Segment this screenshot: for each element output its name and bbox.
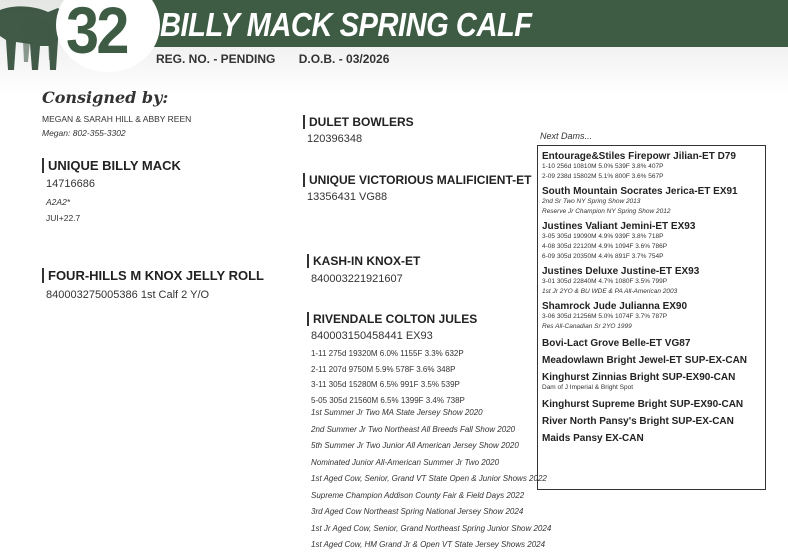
next-dam-item <box>542 266 747 297</box>
dam-reg: 840003275005386 1st Calf 2 Y/O <box>46 289 210 301</box>
next-dam-record: 1-10 256d 10810M 5.0% 539F 3.8% 407P <box>542 163 664 170</box>
next-dam-name: Justines Deluxe Justine-ET EX93 <box>542 266 700 277</box>
next-dam-name: Bovi-Lact Grove Belle-ET VG87 <box>542 338 691 349</box>
next-dams-box <box>537 145 766 490</box>
sire-name: UNIQUE BILLY MACK <box>48 158 181 173</box>
dam-dam-block <box>307 312 477 326</box>
dam-dam-records <box>311 346 465 408</box>
show-honor: 1st Jr Aged Cow, Senior, Grand Northeast Spring Junior Show 2024 <box>311 523 552 533</box>
next-dams-heading: Next Dams... <box>540 131 593 141</box>
consignor-phone: Megan: 802-355-3302 <box>42 128 126 138</box>
lot-number: 32 <box>66 0 127 67</box>
next-dams-list <box>542 151 747 444</box>
production-record: 2-11 207d 9750M 5.9% 578F 3.6% 348P <box>311 364 456 374</box>
next-dam-record: 3-01 305d 22840M 4.7% 1080F 3.5% 799P <box>542 278 668 285</box>
dam-sire-name: KASH-IN KNOX-ET <box>313 254 421 268</box>
sire-dam-block <box>303 173 531 187</box>
sire-block <box>42 158 181 173</box>
show-honor: 2nd Summer Jr Two Northeast All Breeds Fall Show 2020 <box>311 424 516 434</box>
next-dam-name: Justines Valiant Jemini-ET EX93 <box>542 221 696 232</box>
production-record: 3-11 305d 15280M 6.5% 991F 3.5% 539P <box>311 380 460 389</box>
production-record: 5-05 305d 21560M 6.5% 1399F 3.4% 738P <box>311 395 465 405</box>
next-dam-record: 3-06 305d 21256M 5.0% 1074F 3.7% 787P <box>542 313 668 320</box>
next-dam-name: River North Pansy's Bright SUP-EX-CAN <box>542 416 734 427</box>
next-dam-name: Kinghurst Supreme Bright SUP-EX90-CAN <box>542 399 744 410</box>
next-dam-name: South Mountain Socrates Jerica-ET EX91 <box>542 186 738 197</box>
next-dam-name: Maids Pansy EX-CAN <box>542 433 644 444</box>
next-dam-name: Kinghurst Zinnias Bright SUP-EX90-CAN <box>542 372 736 383</box>
next-dam-item <box>542 221 747 262</box>
next-dam-name: Meadowlawn Bright Jewel-ET SUP-EX-CAN <box>542 355 748 366</box>
dam-name: FOUR-HILLS M KNOX JELLY ROLL <box>48 268 264 283</box>
sire-sire-name: DULET BOWLERS <box>309 115 414 129</box>
dam-sire-reg: 840003221921607 <box>311 273 403 285</box>
next-dam-record: 3-05 305d 19090M 4.9% 939F 3.8% 718P <box>542 233 664 240</box>
next-dam-honor: Reserve Jr Champion NY Spring Show 2012 <box>542 208 671 215</box>
dam-dam-name: RIVENDALE COLTON JULES <box>313 312 478 326</box>
registration-info <box>156 52 409 66</box>
page-title: BILLY MACK SPRING CALF <box>160 6 532 43</box>
show-honor: 1st Summer Jr Two MA State Jersey Show 2020 <box>311 408 483 417</box>
next-dam-honor: Res All-Canadian Sr 2YO 1999 <box>542 323 632 330</box>
show-honor: 3rd Aged Cow Northeast Spring National Jersey Show 2024 <box>311 507 524 516</box>
show-honor: Nominated Junior All-American Summer Jr Two 2020 <box>311 457 500 467</box>
sire-gene: A2A2* <box>46 197 71 207</box>
production-record: 1-11 275d 19320M 6.0% 1155F 3.3% 632P <box>311 349 464 358</box>
show-honor: Supreme Champion Addison County Fair & Field Days 2022 <box>311 490 525 500</box>
next-dam-note: Dam of J Imperial & Bright Spot <box>542 384 634 391</box>
dam-dam-honors <box>311 405 551 554</box>
consignor-names: MEGAN & SARAH HILL & ABBY REEN <box>42 114 192 124</box>
dam-sire-block <box>307 254 420 268</box>
consigned-by-heading: Consigned by: <box>42 88 169 107</box>
next-dam-honor: 2nd Sr Two NY Spring Show 2013 <box>542 198 641 205</box>
sire-dam-name: UNIQUE VICTORIOUS MALIFICIENT-ET <box>309 173 532 187</box>
dam-block <box>42 268 264 283</box>
show-honor: 1st Aged Cow, Senior, Grand VT State Open & Junior Shows 2022 <box>311 474 547 483</box>
reg-number: REG. NO. - PENDING <box>156 52 276 66</box>
sire-dam-reg: 13356431 VG88 <box>307 191 388 203</box>
next-dam-record: 4-08 305d 22120M 4.9% 1094F 3.6% 786P <box>542 243 668 250</box>
next-dam-honor: 1st Jr 2YO & BU WDE & PA All-American 2003 <box>542 288 678 295</box>
sire-sire-block <box>303 115 414 129</box>
sire-reg: 14716686 <box>46 178 95 190</box>
next-dam-item <box>542 151 747 182</box>
next-dam-record: 6-09 305d 20350M 4.4% 891F 3.7% 754P <box>542 253 664 260</box>
next-dam-record: 2-09 238d 15802M 5.1% 800F 3.6% 567P <box>542 173 664 180</box>
date-of-birth: D.O.B. - 03/2026 <box>298 52 390 66</box>
sire-jui: JUI+22.7 <box>46 213 81 223</box>
sire-sire-reg: 120396348 <box>307 133 363 145</box>
next-dam-name: Entourage&Stiles Firepowr Jilian-ET D79 <box>542 151 736 162</box>
next-dam-item <box>542 186 747 217</box>
dam-dam-reg: 840003150458441 EX93 <box>311 330 433 342</box>
next-dam-item <box>542 301 747 332</box>
show-honor: 5th Summer Jr Two Junior All American Jersey Show 2020 <box>311 441 519 450</box>
show-honor: 1st Aged Cow, HM Grand Jr & Open VT State Jersey Shows 2024 <box>311 540 546 549</box>
next-dam-name: Shamrock Jude Julianna EX90 <box>542 301 688 312</box>
